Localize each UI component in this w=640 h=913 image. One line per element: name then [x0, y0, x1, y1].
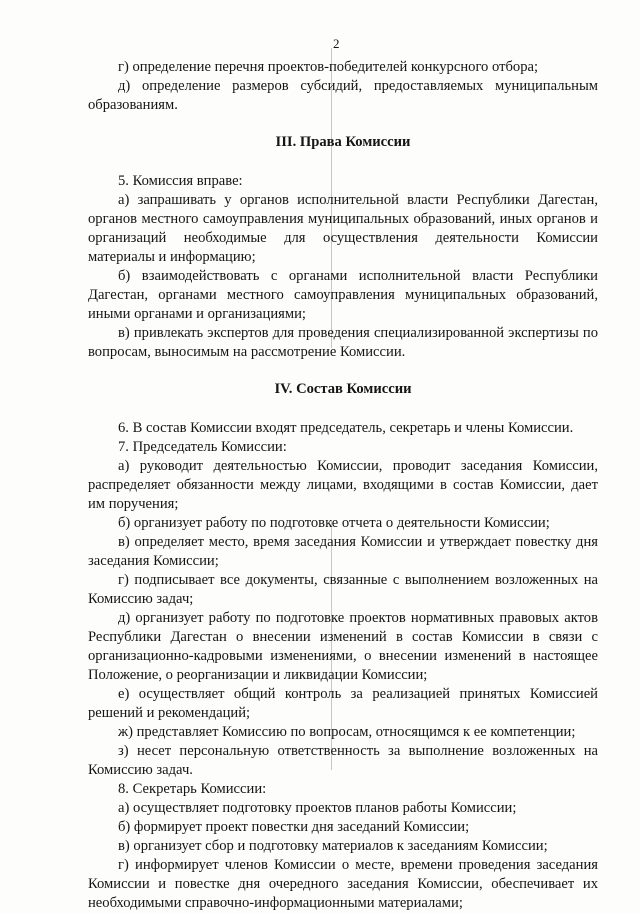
- paragraph: в) организует сбор и подготовку материалов к заседаниям Комиссии;: [118, 838, 548, 854]
- page-number: 2: [333, 36, 340, 51]
- paragraph: ж) представляет Комиссию по вопросам, относящимся к ее компетенции;: [118, 724, 576, 740]
- paragraph: г) подписывает все документы, связанные с выполнением возложенных на Комиссию задач;: [88, 572, 598, 607]
- paragraph: 6. В состав Комиссии входят председатель, секретарь и члены Комиссии.: [118, 420, 574, 436]
- paragraph: в) определяет место, время заседания Комиссии и утверждает повестку дня заседания Комиссии;: [88, 534, 598, 569]
- section-heading-rights: III. Права Комиссии: [275, 134, 411, 150]
- paragraph: д) организует работу по подготовке проектов нормативных правовых актов Республики Дагестан о внесении изменений в состав Комиссии в связи с организационно-кадровыми изменениями, о внесении изменений в настоящее Положение, о реорганизации и ликвидации Комиссии;: [88, 610, 598, 683]
- paragraph: д) определение размеров субсидий, предоставляемых муниципальным образованиям.: [88, 78, 598, 113]
- paragraph: г) информирует членов Комиссии о месте, времени проведения заседания Комиссии и повестке дня очередного заседания Комиссии, обеспечивает их необходимыми справочно-информационными материалами;: [88, 857, 598, 911]
- paragraph: б) формирует проект повестки дня заседаний Комиссии;: [118, 819, 470, 835]
- paragraph: 5. Комиссия вправе:: [118, 173, 243, 189]
- paragraph: 7. Председатель Комиссии:: [118, 439, 287, 455]
- paragraph: б) организует работу по подготовке отчета о деятельности Комиссии;: [118, 515, 550, 531]
- paragraph: б) взаимодействовать с органами исполнительной власти Республики Дагестан, органами местного самоуправления муниципальных образований, иными органами и организациями;: [88, 268, 598, 322]
- paragraph: 8. Секретарь Комиссии:: [118, 781, 267, 797]
- paragraph: а) осуществляет подготовку проектов планов работы Комиссии;: [118, 800, 517, 816]
- paragraph: а) руководит деятельностью Комиссии, проводит заседания Комиссии, распределяет обязанности между лицами, входящими в состав Комиссии, дает им поручения;: [88, 458, 598, 512]
- section-heading-composition: IV. Состав Комиссии: [274, 381, 412, 397]
- paragraph: з) несет персональную ответственность за выполнение возложенных на Комиссию задач.: [88, 743, 598, 778]
- document-body: [88, 58, 598, 913]
- paragraph: в) привлекать экспертов для проведения специализированной экспертизы по вопросам, выносимым на рассмотрение Комиссии.: [88, 325, 598, 360]
- paragraph: а) запрашивать у органов исполнительной власти Республики Дагестан, органов местного самоуправления муниципальных образований, иных органов и организаций необходимые для осуществления деятельности Комиссии материалы и информацию;: [88, 192, 598, 265]
- paragraph: г) определение перечня проектов-победителей конкурсного отбора;: [118, 59, 539, 75]
- paragraph: е) осуществляет общий контроль за реализацией принятых Комиссией решений и рекомендаций;: [88, 686, 598, 721]
